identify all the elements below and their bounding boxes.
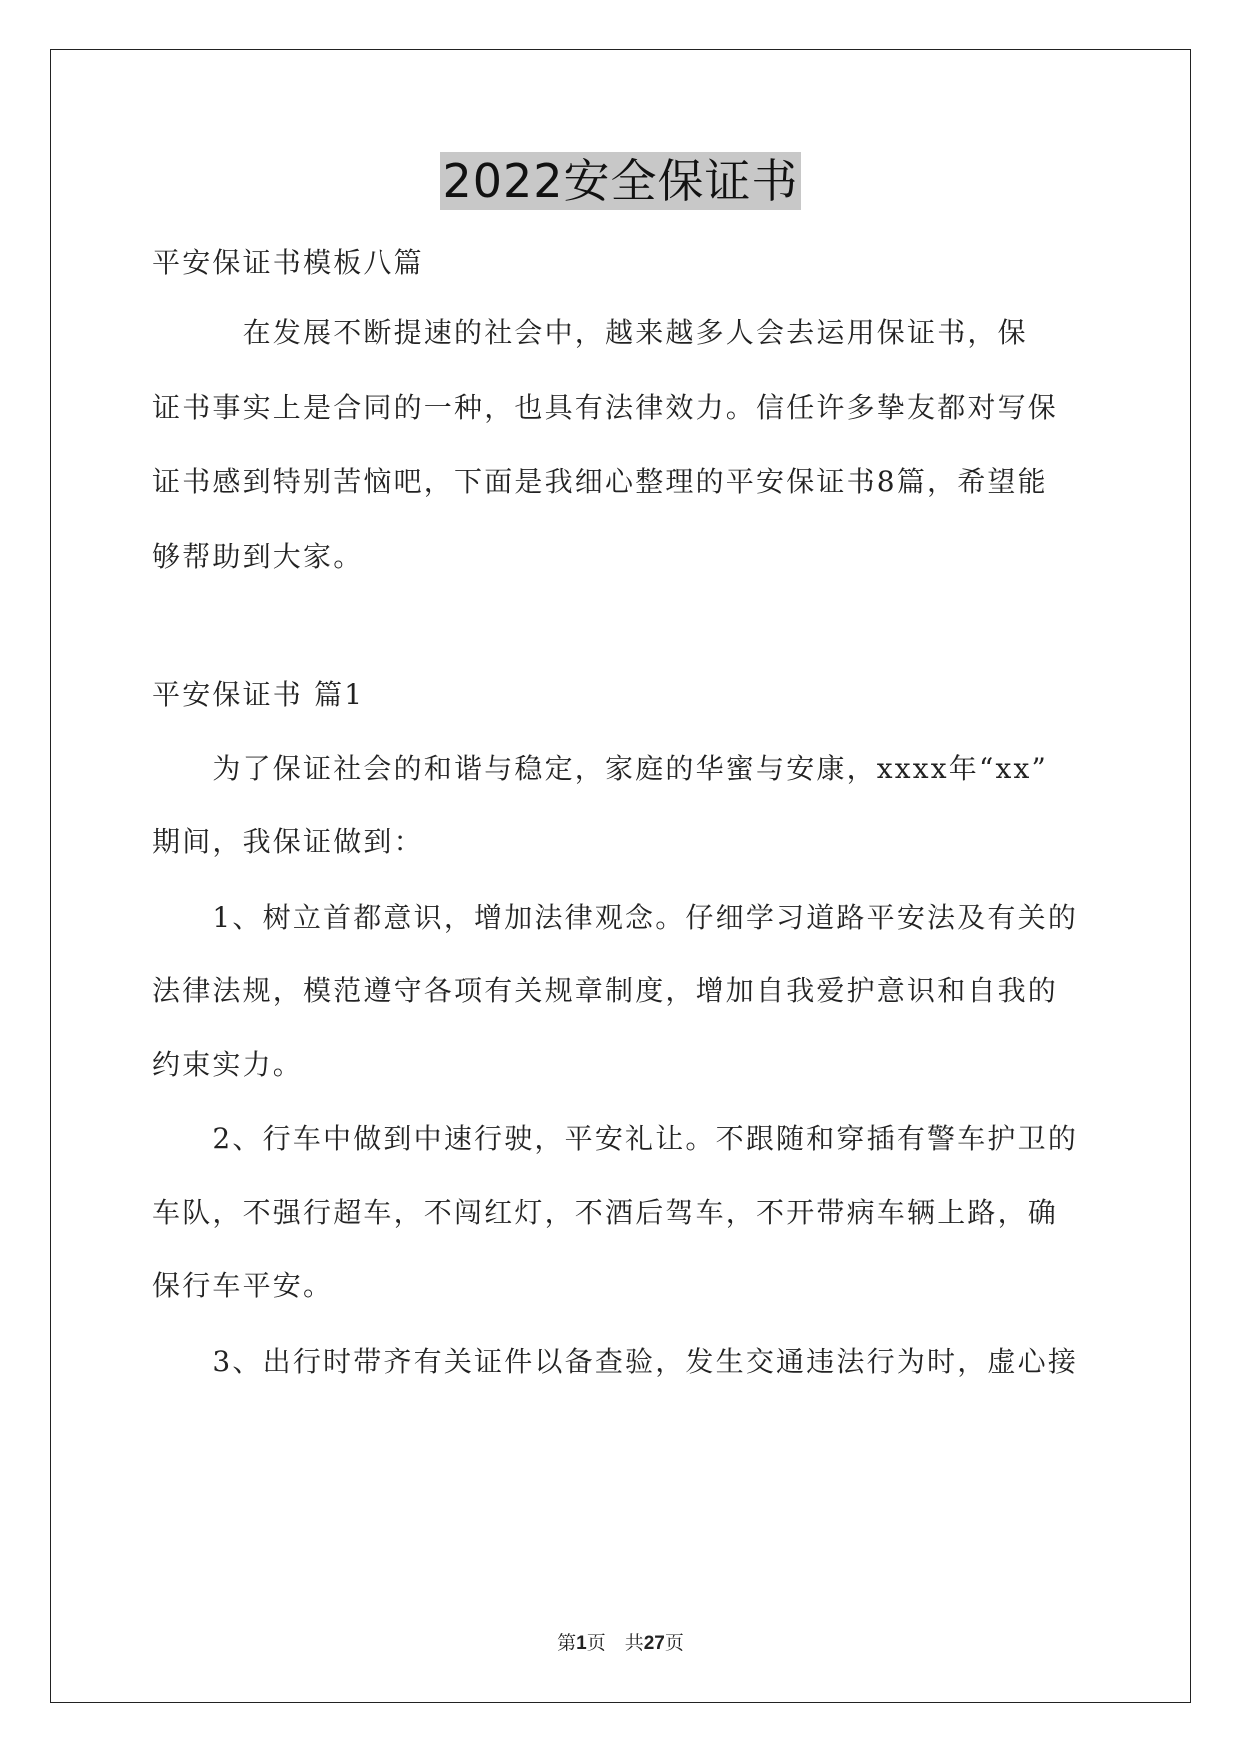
page-current: 1 <box>576 1633 587 1654</box>
text-line: 2、行车中做到中速行驶，平安礼让。不跟随和穿插有警车护卫的 <box>152 1122 1079 1155</box>
text-line: 车队，不强行超车，不闯红灯，不酒后驾车，不开带病车辆上路，确 <box>152 1196 1059 1229</box>
text-line: 法律法规，模范遵守各项有关规章制度，增加自我爱护意识和自我的 <box>152 974 1059 1007</box>
page-border <box>50 49 1191 1703</box>
text-line: 证书事实上是合同的一种，也具有法律效力。信任许多挚友都对写保 <box>152 391 1059 424</box>
document-title: 2022安全保证书 <box>442 154 799 208</box>
page-mid: 页 共 <box>586 1632 644 1654</box>
text-line: 3、出行时带齐有关证件以备查验，发生交通违法行为时，虚心接 <box>152 1345 1079 1378</box>
title-block <box>0 152 1241 210</box>
text-line: 保行车平安。 <box>152 1269 334 1302</box>
text-line: 在发展不断提速的社会中，越来越多人会去运用保证书，保 <box>152 316 1028 349</box>
text-line: 为了保证社会的和谐与稳定，家庭的华蜜与安康，xxxx年“xx” <box>152 752 1048 785</box>
text-line: 1、树立首都意识，增加法律观念。仔细学习道路平安法及有关的 <box>152 901 1079 934</box>
text-line: 期间，我保证做到： <box>152 825 424 858</box>
page-suffix: 页 <box>664 1632 684 1654</box>
page-total: 27 <box>643 1633 665 1654</box>
text-line: 够帮助到大家。 <box>152 540 364 573</box>
text-line: 平安保证书模板八篇 <box>152 246 424 279</box>
text-line: 约束实力。 <box>152 1048 304 1081</box>
page-prefix: 第 <box>557 1632 577 1654</box>
text-line: 平安保证书 篇1 <box>152 678 365 711</box>
page-footer <box>0 1628 1241 1655</box>
text-line: 证书感到特别苦恼吧，下面是我细心整理的平安保证书8篇，希望能 <box>152 465 1048 498</box>
